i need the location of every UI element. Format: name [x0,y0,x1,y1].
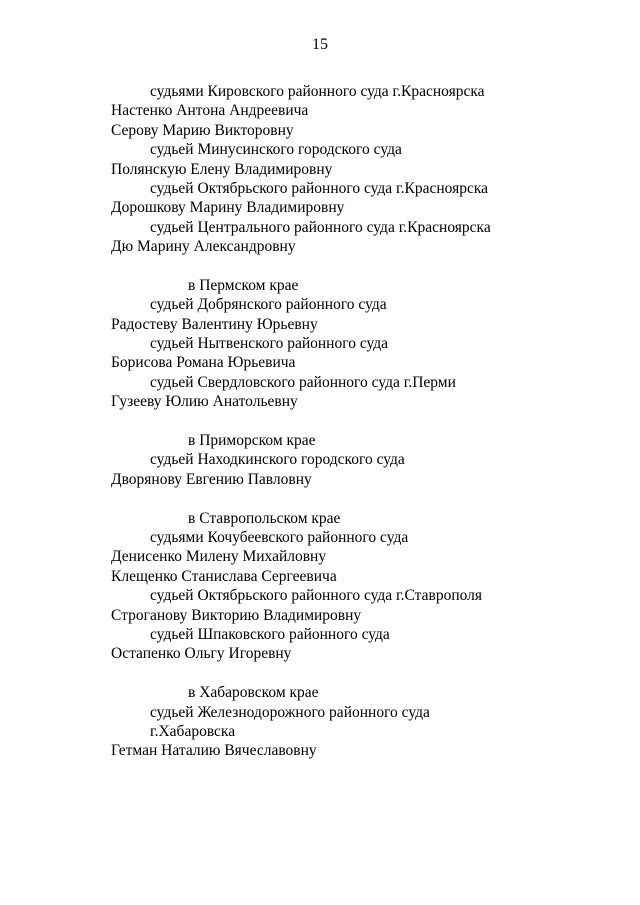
section-gap [111,664,621,683]
court-appointment-line: судьями Кочубеевского районного суда [150,528,409,546]
judge-name-line: Дворянову Евгению Павловну [111,470,312,488]
court-appointment-line: судьей Октябрьского районного суда г.Ставрополя [150,587,483,605]
court-appointment-line: судьей Минусинского городского суда [150,141,402,159]
court-appointment-line: судьями Кировского районного суда г.Красноярска [150,83,485,100]
judge-name-line: Строганову Викторию Владимировну [111,606,362,624]
court-appointment-line: судьей Октябрьского районного суда г.Красноярска [150,179,489,197]
court-appointment-line: судьей Нытвенского районного суда [150,335,389,353]
section-gap [111,489,621,508]
section-gap [111,412,621,431]
judge-name-line: Дю Марину Александровну [111,238,296,256]
judge-name-line: Серову Марию Викторовну [111,121,294,139]
region-heading: в Приморском крае [188,432,316,450]
court-appointment-line: судьей Свердловского районного суда г.Перми [150,373,456,391]
judge-name-line: Радостеву Валентину Юрьевну [111,315,318,333]
document-body [111,82,621,761]
judge-name-line: Гетман Наталию Вячеславовну [111,742,317,760]
region-heading: в Пермском крае [188,276,299,294]
court-appointment-line: судьей Шпаковского районного суда [150,625,390,643]
court-appointment-line: судьей Находкинского городского суда [150,451,405,469]
judge-name-line: Настенко Антона Андреевича [111,102,309,120]
court-appointment-line: г.Хабаровска [150,722,236,740]
judge-name-line: Дорошкову Марину Владимировну [111,199,345,217]
judge-name-line: Клещенко Станислава Сергеевича [111,567,337,585]
judge-name-line: Полянскую Елену Владимировну [111,160,333,178]
court-appointment-line: судьей Центрального районного суда г.Красноярска [150,218,491,236]
section-gap [111,257,621,276]
court-appointment-line: судьей Железнодорожного районного суда [150,703,430,721]
judge-name-line: Остапенко Ольгу Игоревну [111,645,292,663]
judge-name-line: Борисова Романа Юрьевича [111,354,296,372]
judge-name-line: Гузееву Юлию Анатольевну [111,393,298,411]
court-appointment-line: судьей Добрянского районного суда [150,296,387,314]
region-heading: в Хабаровском крае [188,684,319,702]
page-number: 15 [312,36,328,53]
region-heading: в Ставропольском крае [188,509,341,527]
judge-name-line: Денисенко Милену Михайловну [111,548,327,566]
